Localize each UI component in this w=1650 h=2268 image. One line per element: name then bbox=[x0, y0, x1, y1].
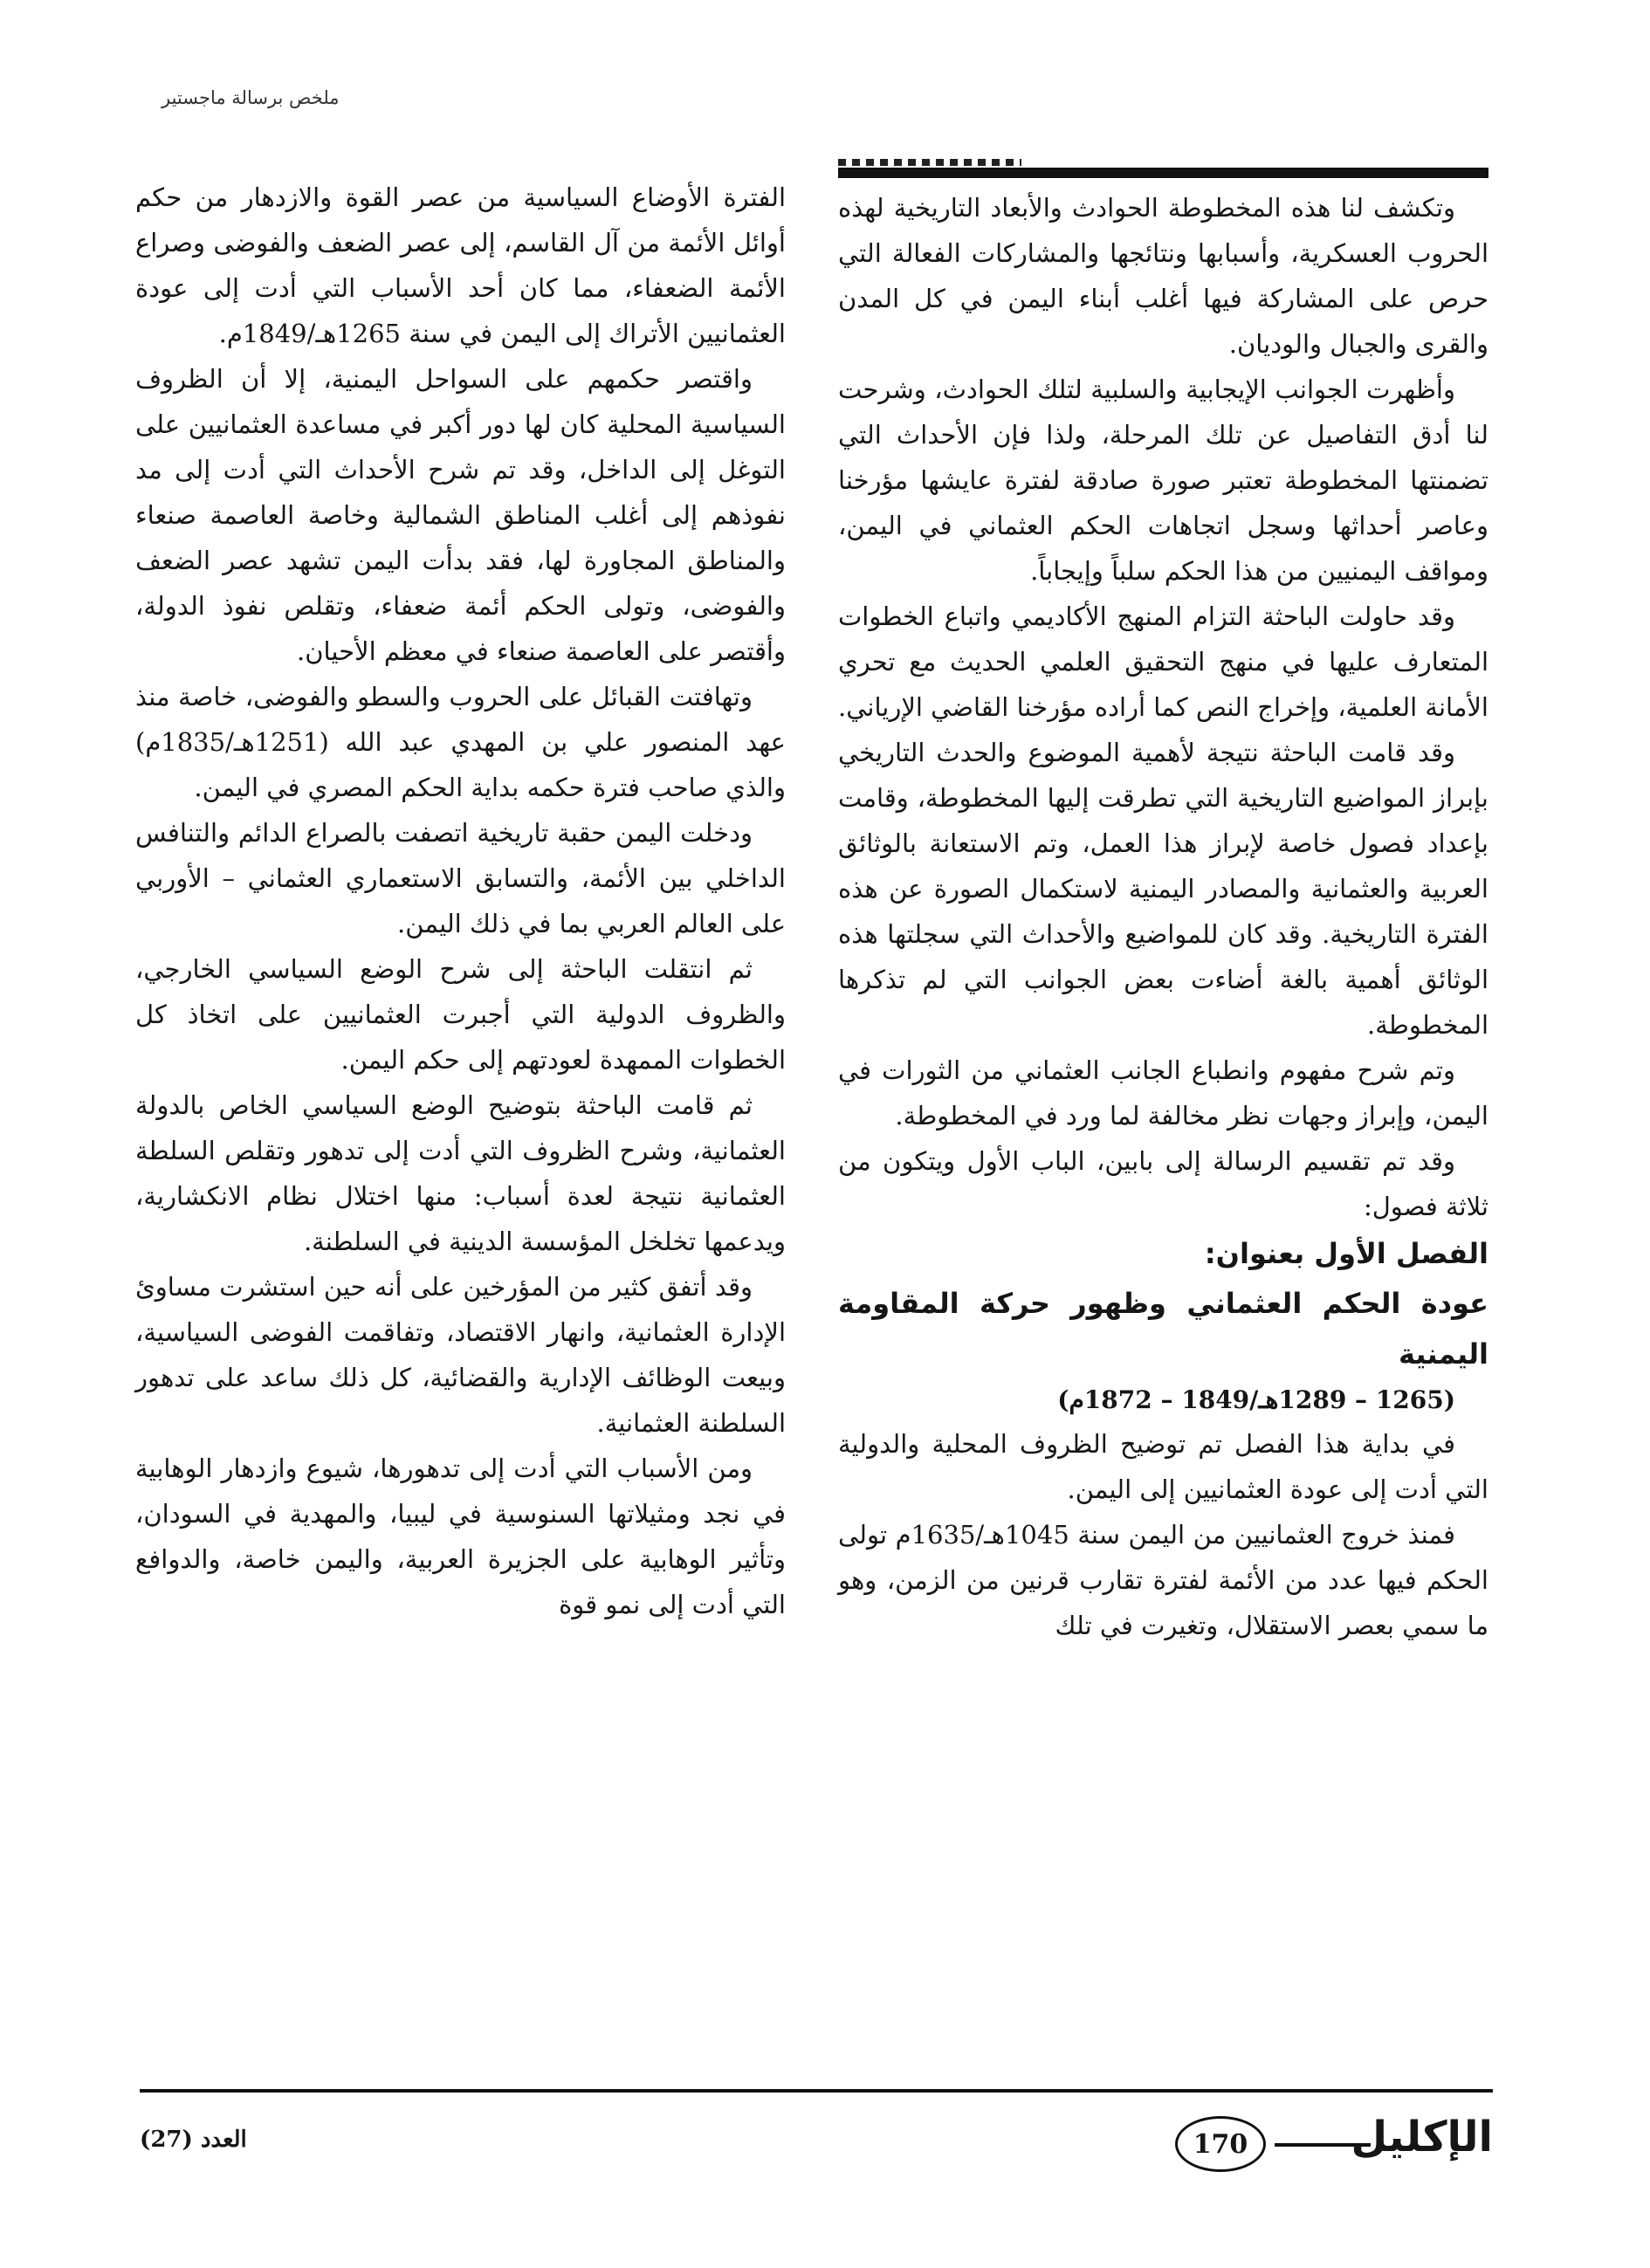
right-paragraph-3: وقد حاولت الباحثة التزام المنهج الأكاديمي واتباع الخطوات المتعارف عليها في منهج التحقيق العلمي الحديث مع تحري الأمانة العلمية، وإخراج النص كما أراده مؤرخنا القاضي الإرياني. bbox=[837, 601, 1488, 722]
footer-rule bbox=[140, 2089, 1493, 2093]
right-column bbox=[838, 185, 1488, 1648]
page-number: 170 bbox=[1193, 2128, 1248, 2160]
right-paragraph-6: وقد تم تقسيم الرسالة إلى بابين، الباب الأول ويتكون من ثلاثة فصول: bbox=[838, 1146, 1488, 1221]
left-column bbox=[135, 175, 786, 1627]
left-paragraph-5: ثم انتقلت الباحثة إلى شرح الوضع السياسي الخارجي، والظروف الدولية التي أجبرت العثمانيين على اتخاذ كل الخطوات الممهدة لعودتهم إلى حكم اليمن. bbox=[135, 954, 786, 1075]
left-paragraph-1: الفترة الأوضاع السياسية من عصر القوة والازدهار من حكم أوائل الأئمة من آل القاسم، إلى عصر الضعف والفوضى وصراع الأئمة الضعفاء، مما كان أحد الأسباب التي أدت إلى عودة العثمانيين الأتراك إلى اليمن في سنة 1265هـ/1849م. bbox=[135, 182, 786, 348]
page-footer bbox=[140, 2111, 1493, 2181]
left-paragraph-4: ودخلت اليمن حقبة تاريخية اتصفت بالصراع الدائم والتنافس الداخلي بين الأئمة، والتسابق الاستعماري العثماني – الأوربي على العالم العربي بما في ذلك اليمن. bbox=[135, 818, 786, 938]
right-paragraph-1: وتكشف لنا هذه المخطوطة الحوادث والأبعاد التاريخية لهذه الحروب العسكرية، وأسبابها ونتائجها والمشاركات الفعالة التي حرص على المشاركة فيها أغلب أبناء اليمن في كل المدن والقرى والجبال والوديان. bbox=[838, 193, 1488, 359]
right-paragraph-2: وأظهرت الجوانب الإيجابية والسلبية لتلك الحوادث، وشرحت لنا أدق التفاصيل عن تلك المرحلة، ولذا فإن الأحداث التي تضمنتها المخطوطة تعتبر صورة صادقة لفترة عايشها مؤرخنا وعاصر أحداثها وسجل اتجاهات الحكم العثماني في اليمن، ومواقف اليمنيين من هذا الحكم سلباً وإيجاباً. bbox=[838, 375, 1488, 586]
left-paragraph-7: وقد أتفق كثير من المؤرخين على أنه حين استشرت مساوئ الإدارة العثمانية، وانهار الاقتصاد، وتفاقمت الفوضى السياسية، وبيعت الوظائف الإدارية والقضائية، كل ذلك ساعد على تدهور السلطنة العثمانية. bbox=[135, 1272, 786, 1438]
right-paragraph-8: فمنذ خروج العثمانيين من اليمن سنة 1045هـ/1635م تولى الحكم فيها عدد من الأئمة لفترة تقارب قرنين من الزمن، وهو ما سمي بعصر الاستقلال، وتغيرت في تلك bbox=[838, 1520, 1488, 1640]
running-header: ملخص برسالة ماجستير bbox=[162, 87, 340, 108]
left-paragraph-6: ثم قامت الباحثة بتوضيح الوضع السياسي الخاص بالدولة العثمانية، وشرح الظروف التي أدت إلى تدهور وتقلص السلطة العثمانية نتيجة لعدة أسباب: منها اختلال نظام الانكشارية، ويدعمها تخلخل المؤسسة الدينية في السلطنة. bbox=[135, 1090, 786, 1256]
chapter-title: عودة الحكم العثماني وظهور حركة المقاومة اليمنية bbox=[838, 1287, 1488, 1371]
left-paragraph-3: وتهافتت القبائل على الحروب والسطو والفوضى، خاصة منذ عهد المنصور علي بن المهدي عبد الله (1251هـ/1835م) والذي صاحب فترة حكمه بداية الحكم المصري في اليمن. bbox=[135, 682, 786, 802]
left-paragraph-2: واقتصر حكمهم على السواحل اليمنية، إلا أن الظروف السياسية المحلية كان لها دور أكبر في مساعدة العثمانيين على التوغل إلى الداخل، وقد تم شرح الأحداث التي أدت إلى مد نفوذهم إلى أغلب المناطق الشمالية وخاصة العاصمة صنعاء والمناطق المجاورة لها، فقد بدأت اليمن تشهد عصر الضعف والفوضى، وتولى الحكم أئمة ضعفاء، وتقلص نفوذ الدولة، وأقتصر على العاصمة صنعاء في معظم الأحيان. bbox=[135, 364, 786, 666]
right-paragraph-5: وتم شرح مفهوم وانطباع الجانب العثماني من الثورات في اليمن، وإبراز وجهات نظر مخالفة لما ورد في المخطوطة. bbox=[838, 1055, 1488, 1131]
right-paragraph-7: في بداية هذا الفصل تم توضيح الظروف المحلية والدولية التي أدت إلى عودة العثمانيين إلى اليمن. bbox=[838, 1429, 1488, 1504]
left-paragraph-8: ومن الأسباب التي أدت إلى تدهورها، شيوع وازدهار الوهابية في نجد ومثيلاتها السنوسية في ليبيا، والمهدية في السودان، وتأثير الوهابية على الجزيرة العربية، واليمن خاصة، والدوافع التي أدت إلى نمو قوة bbox=[135, 1454, 786, 1619]
chapter-dates: (1265 – 1289هـ/1849 – 1872م) bbox=[1057, 1385, 1455, 1414]
top-decorative-rule bbox=[838, 168, 1488, 178]
magazine-logo: الإكليل bbox=[1351, 2113, 1493, 2161]
page-number-badge bbox=[1175, 2116, 1266, 2172]
right-paragraph-4: وقد قامت الباحثة نتيجة لأهمية الموضوع والحدث التاريخي بإبراز المواضيع التاريخية التي تطرقت إليها المخطوطة، وقامت بإعداد فصول خاصة لإبراز هذا العمل، وتم الاستعانة بالوثائق العربية والعثمانية والمصادر اليمنية لاستكمال الصورة عن هذه الفترة التاريخية. وقد كان للمواضيع والأحداث التي سجلتها هذه الوثائق أهمية بالغة أضاءت بعض الجوانب التي لم تذكرها المخطوطة. bbox=[838, 738, 1488, 1040]
issue-number: العدد (27) bbox=[140, 2127, 247, 2153]
chapter-heading: الفصل الأول بعنوان: bbox=[1204, 1237, 1488, 1270]
